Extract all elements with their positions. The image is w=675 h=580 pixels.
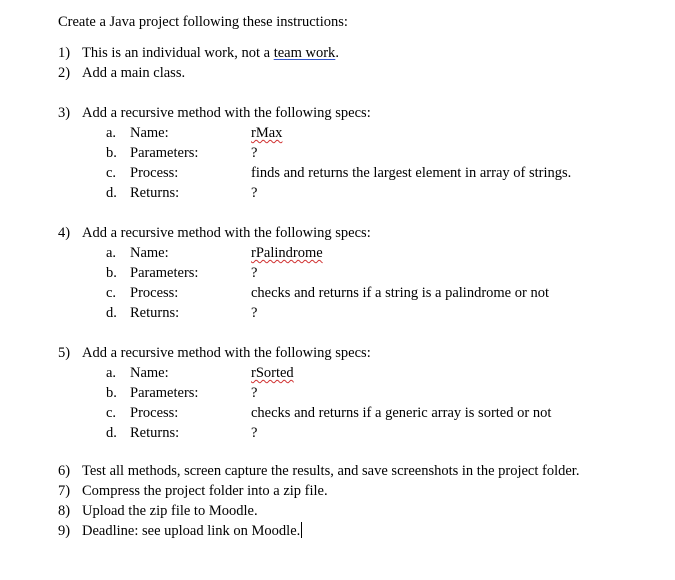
spec-letter: b. <box>106 385 117 401</box>
spec-value-method-name: rSorted <box>251 365 294 381</box>
item-text: Compress the project folder into a zip file. <box>82 483 328 499</box>
spec-value: ? <box>251 305 258 321</box>
item-text-start: This is an individual work, not a <box>82 45 274 61</box>
spec-label: Returns: <box>130 305 180 321</box>
item-number: 6) <box>58 463 71 479</box>
spec-value: ? <box>251 185 258 201</box>
item-number: 1) <box>58 45 71 61</box>
spec-value: ? <box>251 425 258 441</box>
grammar-flagged-text: team work <box>273 45 336 61</box>
spec-label: Name: <box>130 365 169 381</box>
spec-letter: a. <box>106 365 117 381</box>
spec-label: Process: <box>130 285 179 301</box>
item-text-content: Deadline: see upload link on Moodle. <box>82 523 301 539</box>
item-number: 8) <box>58 503 71 519</box>
spec-label: Process: <box>130 405 179 421</box>
spec-value: ? <box>251 385 258 401</box>
spec-value: ? <box>251 145 258 161</box>
item-text: Add a main class. <box>82 65 186 81</box>
spec-label: Process: <box>130 165 179 181</box>
item-text <box>82 44 339 62</box>
spec-value: finds and returns the largest element in array of strings. <box>251 165 572 181</box>
spec-letter: d. <box>106 425 117 441</box>
intro-text: Create a Java project following these instructions: <box>58 14 348 30</box>
spec-letter: b. <box>106 145 117 161</box>
text-cursor <box>301 522 302 538</box>
spec-letter: a. <box>106 245 117 261</box>
spec-label: Returns: <box>130 425 180 441</box>
item-number: 7) <box>58 483 71 499</box>
spec-value: checks and returns if a generic array is sorted or not <box>251 405 552 421</box>
spec-letter: d. <box>106 305 117 321</box>
spec-letter: b. <box>106 265 117 281</box>
item-number: 3) <box>58 105 71 121</box>
spec-letter: c. <box>106 285 117 301</box>
spec-label: Returns: <box>130 185 180 201</box>
item-text: Add a recursive method with the following specs: <box>82 105 371 121</box>
spec-letter: c. <box>106 405 117 421</box>
spec-value-method-name: rPalindrome <box>251 245 323 261</box>
item-text <box>82 522 302 540</box>
item-number: 4) <box>58 225 71 241</box>
spec-label: Parameters: <box>130 265 199 281</box>
item-text: Upload the zip file to Moodle. <box>82 503 258 519</box>
item-number: 2) <box>58 65 71 81</box>
item-text: Add a recursive method with the following specs: <box>82 345 371 361</box>
spec-letter: a. <box>106 125 117 141</box>
spec-value: ? <box>251 265 258 281</box>
item-text-end: . <box>335 45 339 61</box>
spec-label: Name: <box>130 125 169 141</box>
item-text: Test all methods, screen capture the results, and save screenshots in the project folder. <box>82 463 580 479</box>
spec-label: Parameters: <box>130 145 199 161</box>
item-number: 5) <box>58 345 71 361</box>
spec-label: Name: <box>130 245 169 261</box>
spec-label: Parameters: <box>130 385 199 401</box>
spec-value: checks and returns if a string is a palindrome or not <box>251 285 549 301</box>
item-text: Add a recursive method with the following specs: <box>82 225 371 241</box>
item-number: 9) <box>58 523 71 539</box>
spec-letter: c. <box>106 165 117 181</box>
spec-value-method-name: rMax <box>251 125 283 141</box>
spec-letter: d. <box>106 185 117 201</box>
